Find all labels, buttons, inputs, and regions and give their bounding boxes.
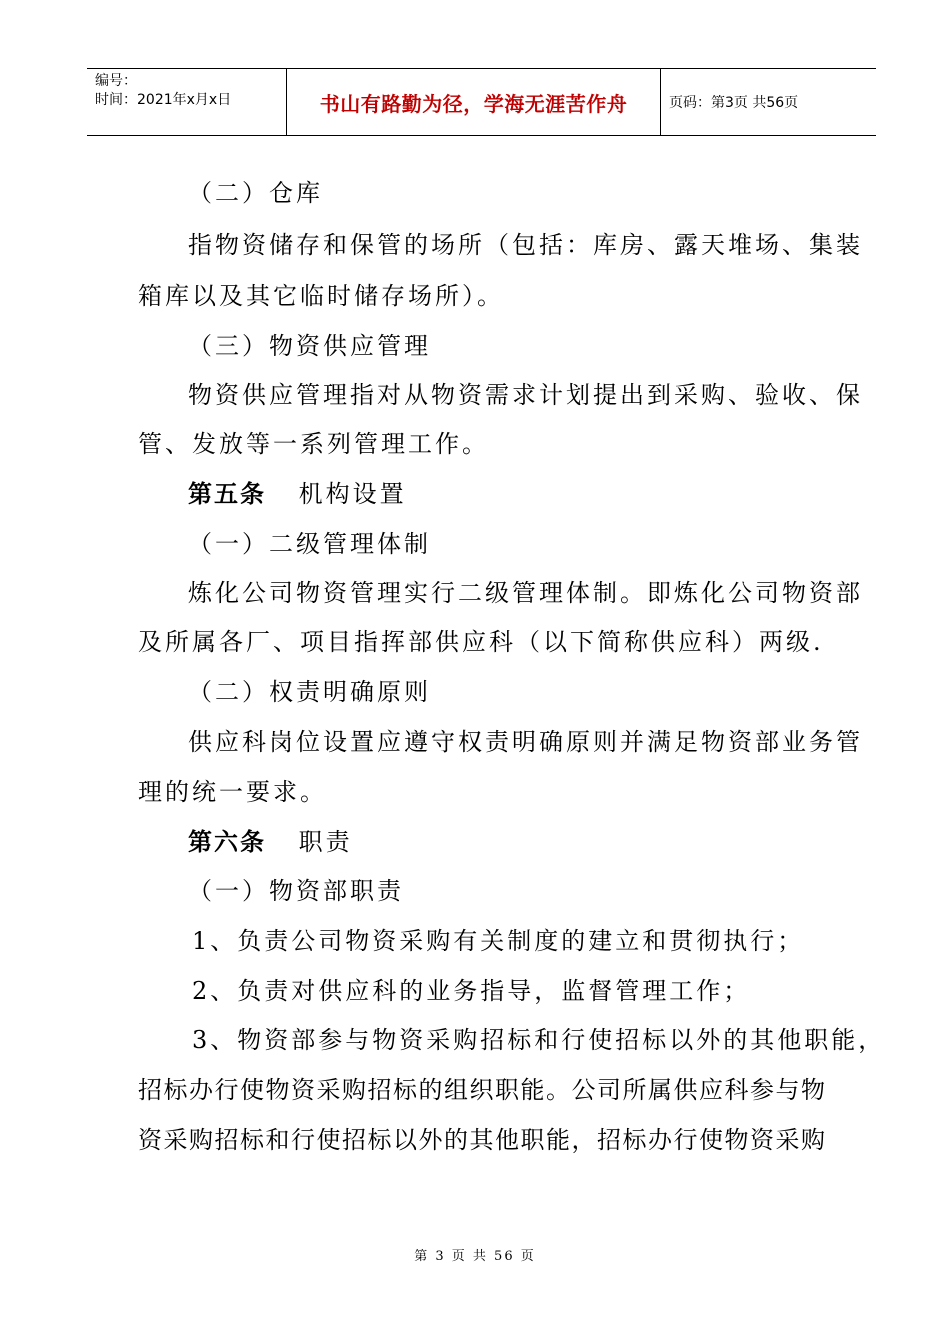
motto-text: 书山有路勤为径，学海无涯苦作舟 xyxy=(319,91,628,116)
paragraph-line: 资采购招标和行使招标以外的其他职能，招标办行使物资采购 xyxy=(138,1126,827,1154)
paragraph-line: 招标办行使物资采购招标的组织职能。公司所属供应科参与物 xyxy=(138,1076,827,1104)
article-5-title: 机构设置 xyxy=(298,480,407,508)
list-item: 3、物资部参与物资采购招标和行使招标以外的其他职能， xyxy=(192,1026,886,1054)
subheading-warehouse: （二）仓库 xyxy=(188,179,323,207)
article-5-heading xyxy=(188,479,407,509)
paragraph-line: 供应科岗位设置应遵守权责明确原则并满足物资部业务管 xyxy=(188,728,863,756)
article-5-label: 第五条 xyxy=(188,479,266,508)
article-6-title: 职责 xyxy=(298,828,353,856)
subheading-two-level-system: （一）二级管理体制 xyxy=(188,530,431,558)
header-meta xyxy=(87,69,287,135)
paragraph-line: 理的统一要求。 xyxy=(138,778,327,806)
subheading-supply-management: （三）物资供应管理 xyxy=(188,332,431,360)
paragraph-line: 箱库以及其它临时储存场所）。 xyxy=(138,282,504,310)
header-motto xyxy=(287,69,661,135)
header-page-info xyxy=(661,69,876,135)
page-footer xyxy=(0,1245,950,1264)
paragraph-line: 指物资储存和保管的场所（包括：库房、露天堆场、集装 xyxy=(188,231,863,259)
subheading-clear-responsibility: （二）权责明确原则 xyxy=(188,678,431,706)
document-number-label: 编号： xyxy=(95,73,137,89)
list-item: 1、负责公司物资采购有关制度的建立和贯彻执行； xyxy=(192,927,805,955)
footer-page-number: 第 3 页 共 56 页 xyxy=(414,1249,536,1264)
paragraph-line: 炼化公司物资管理实行二级管理体制。即炼化公司物资部 xyxy=(188,579,863,607)
page-header xyxy=(87,68,876,136)
page-info-text: 页码：第3页 共56页 xyxy=(669,95,799,111)
paragraph-line: 管、发放等一系列管理工作。 xyxy=(138,430,489,458)
document-time-label: 时间：2021年x月x日 xyxy=(95,92,232,108)
subheading-materials-dept-duties: （一）物资部职责 xyxy=(188,877,404,905)
article-6-heading xyxy=(188,827,353,857)
paragraph-line: 及所属各厂、项目指挥部供应科（以下简称供应科）两级. xyxy=(138,628,824,656)
list-item: 2、负责对供应科的业务指导，监督管理工作； xyxy=(192,977,751,1005)
paragraph-line: 物资供应管理指对从物资需求计划提出到采购、验收、保 xyxy=(188,381,863,409)
article-6-label: 第六条 xyxy=(188,827,266,856)
